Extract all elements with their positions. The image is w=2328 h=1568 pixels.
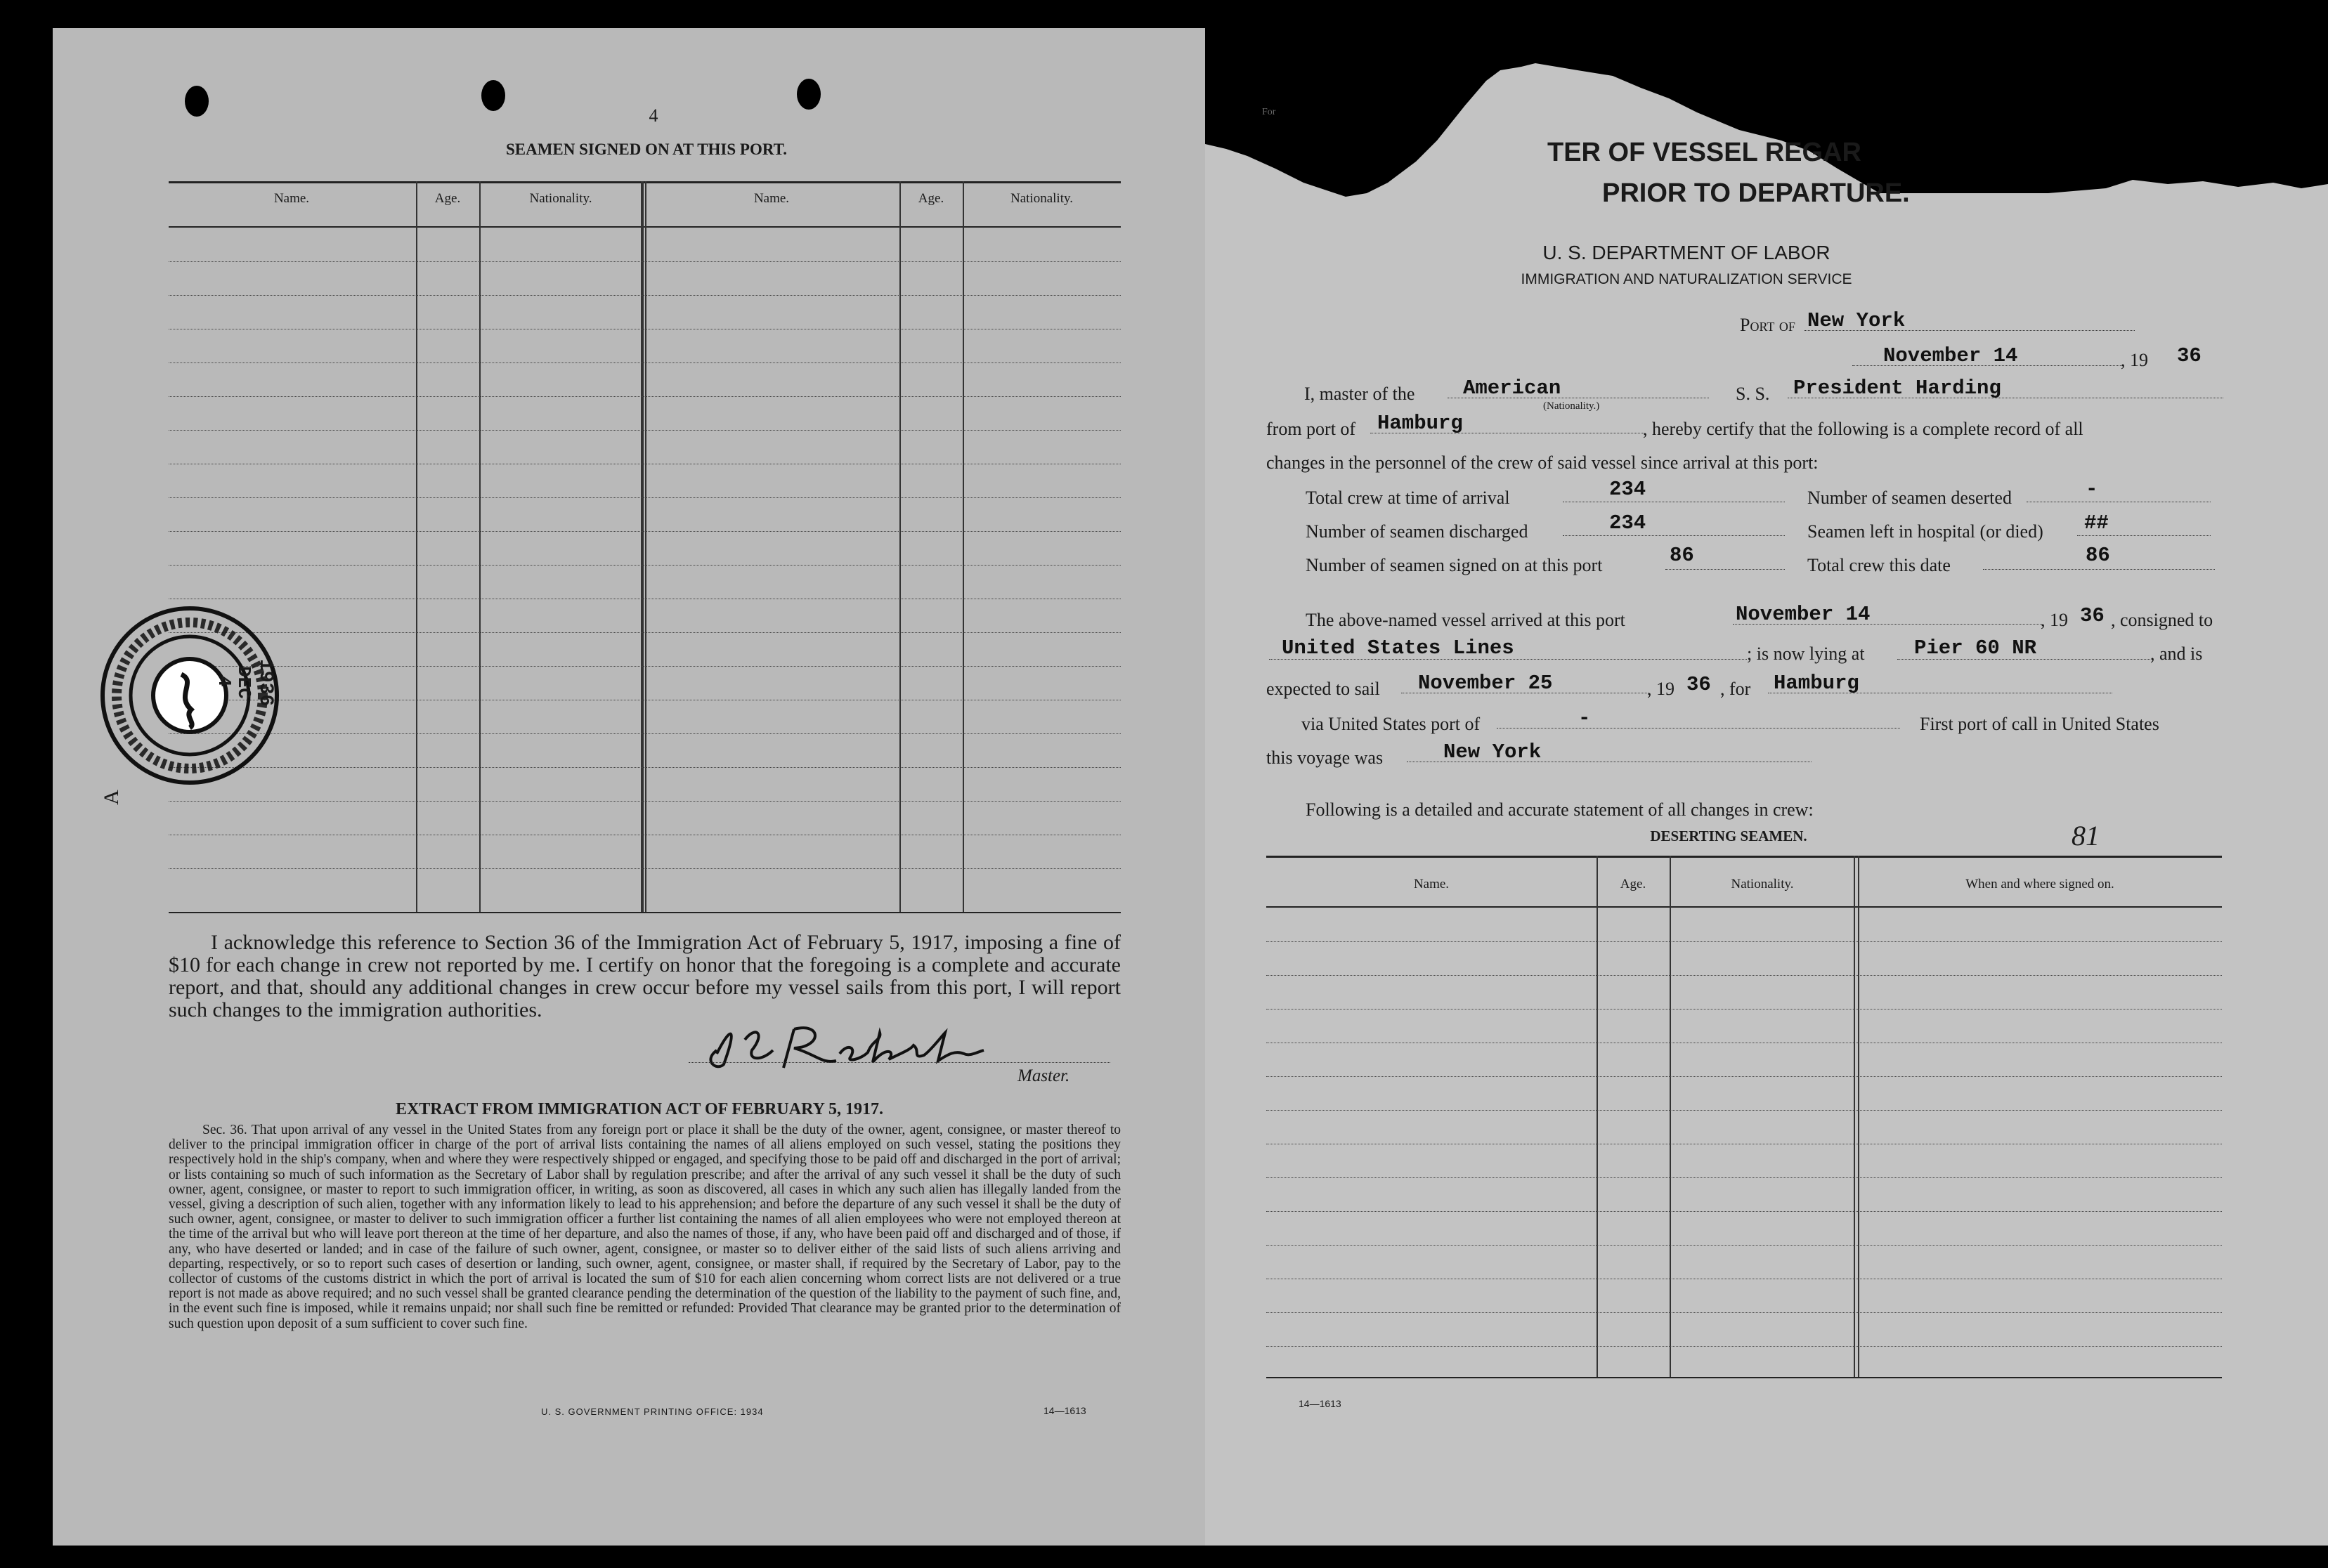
arrived-line (1733, 624, 2042, 625)
port-line (1804, 330, 2135, 331)
table-column-rule (641, 181, 644, 912)
sail-value: November 25 (1418, 672, 1553, 695)
table-row (1266, 1245, 2222, 1246)
via-value: - (1578, 707, 1591, 730)
table-row (1266, 1110, 2222, 1111)
stat-line (1563, 535, 1785, 536)
table-row (169, 396, 1121, 397)
table-row (1266, 1177, 2222, 1178)
table-row (1266, 1009, 2222, 1010)
table-column-rule (416, 181, 417, 912)
form-number-footer: 14—1613 (1043, 1405, 1086, 1416)
total-crew-date-label: Total crew this date (1807, 555, 1951, 575)
total-crew-arrival-value: 234 (1609, 478, 1646, 501)
hospital-label: Seamen left in hospital (or died) (1807, 521, 2043, 542)
punch-hole (481, 80, 505, 111)
arrived-year-value: 36 (2080, 604, 2105, 627)
col-header-name-2: Name. (753, 191, 790, 206)
total-crew-arrival-label: Total crew at time of arrival (1306, 488, 1510, 508)
table-row (169, 666, 1121, 667)
lying-line (1897, 659, 2150, 660)
first-port-label: First port of call in United States (1920, 714, 2159, 734)
table-row (169, 767, 1121, 768)
table-column-rule (1858, 856, 1859, 1377)
port-label: Port of (1740, 315, 1795, 335)
and-is-label: , and is (2150, 643, 2203, 664)
stamp-date-day: 4 (214, 676, 235, 687)
master-signature (689, 1012, 1082, 1075)
table-bottom-rule (169, 912, 1121, 913)
stat-line (1665, 569, 1785, 570)
form-number-footer: 14—1613 (1299, 1398, 1341, 1409)
arrived-value: November 14 (1736, 603, 1871, 626)
col-header-age: Age. (434, 191, 461, 206)
table-row (169, 733, 1121, 734)
table-row (169, 531, 1121, 532)
changes-text: changes in the personnel of the crew of said vessel since arrival at this port: (1266, 452, 1819, 473)
discharged-label: Number of seamen discharged (1306, 521, 1528, 542)
following-text: Following is a detailed and accurate statement of all changes in crew: (1306, 799, 1814, 820)
corner-fragment: For (1262, 107, 1276, 117)
date-line (1852, 365, 2122, 366)
nationality-caption: (Nationality.) (1543, 400, 1600, 412)
destination-value: Hamburg (1774, 672, 1859, 695)
consignee-line (1269, 659, 1747, 660)
table-column-rule (1854, 856, 1855, 1377)
table-top-rule (1266, 856, 2222, 858)
table-row (169, 497, 1121, 498)
table-column-rule (479, 181, 481, 912)
via-label: via United States port of (1301, 714, 1481, 734)
margin-mark: A (99, 790, 123, 805)
service-heading: IMMIGRATION AND NATURALIZATION SERVICE (1521, 271, 1852, 287)
table-row (169, 261, 1121, 262)
signed-on-value: 86 (1670, 544, 1694, 567)
table-column-rule (899, 181, 901, 912)
signed-on-label: Number of seamen signed on at this port (1306, 555, 1603, 575)
master-label: Master. (1017, 1066, 1070, 1085)
stat-line (2077, 535, 2211, 536)
col-header-nationality: Nationality. (1731, 877, 1794, 891)
table-row (169, 801, 1121, 802)
table-row (169, 295, 1121, 296)
table-row (169, 632, 1121, 633)
hospital-value: ## (2084, 511, 2109, 535)
table-row (169, 868, 1121, 869)
nationality-value: American (1463, 377, 1561, 400)
table-row (1266, 975, 2222, 976)
lying-label: ; is now lying at (1747, 643, 1865, 664)
lying-value: Pier 60 NR (1914, 636, 2037, 660)
discharged-value: 234 (1609, 511, 1646, 535)
via-line (1497, 728, 1900, 729)
stat-line (1983, 569, 2215, 570)
col-header-name: Name. (273, 191, 310, 206)
table-column-rule (1670, 856, 1671, 1377)
col-header-name: Name. (1413, 877, 1450, 891)
table-bottom-rule (1266, 1377, 2222, 1378)
date-value: November 14 (1883, 344, 2018, 367)
stamp-date-month: DEC (233, 666, 254, 699)
port-value: New York (1807, 309, 1906, 332)
form-title-line2: PRIOR TO DEPARTURE. (1602, 178, 1910, 208)
table-column-rule (645, 181, 646, 912)
form-title-line1: TER OF VESSEL REGAR (1547, 138, 1861, 167)
table-column-rule (1597, 856, 1598, 1377)
handwritten-number: 81 (2072, 820, 2100, 851)
arrived-year-prefix: , 19 (2041, 610, 2068, 630)
deserted-value: - (2086, 478, 2098, 501)
table-row (169, 362, 1121, 363)
page-number: 4 (649, 105, 658, 126)
year-value: 36 (2177, 344, 2202, 367)
master-of-label: I, master of the (1304, 384, 1415, 404)
table-row (1266, 1346, 2222, 1347)
punch-hole (185, 86, 209, 117)
voyage-value: New York (1443, 740, 1542, 764)
ss-label: S. S. (1736, 384, 1770, 404)
consignee-value: United States Lines (1282, 636, 1514, 660)
arrived-label: The above-named vessel arrived at this port (1306, 610, 1625, 630)
table-row (1266, 941, 2222, 942)
consigned-label: , consigned to (2111, 610, 2213, 630)
signed-on-title: SEAMEN SIGNED ON AT THIS PORT. (505, 141, 788, 158)
for-label: , for (1720, 679, 1751, 699)
col-header-age: Age. (1620, 877, 1646, 891)
printing-office-footer: U. S. GOVERNMENT PRINTING OFFICE: 1934 (541, 1406, 764, 1417)
extract-text: Sec. 36. That upon arrival of any vessel in the United States from any foreign port or place it shall be the duty of the owner, agent, consignee, or master thereof to deliver to the principal immigration officer in charge of the port of arrival lists containing the names of all aliens employed on such vessel, stating the positions they respectively hold in the ship's company, when and where they were respectively shipped or engaged, and specifying those to be paid off and discharged in the port of arrival; or lists containing so much of such information as the Secretary of Labor shall by regulation prescribe; and after the arrival of any such vessel it shall be the duty of such owner, agent, consignee, or master to report to such immigration officer, in writing, as soon as discovered, all cases in which any such alien has illegally landed from the vessel, giving a description of such alien, together with any information likely to lead to his apprehension; and before the departure of any such vessel it shall be the duty of such owner, agent, consignee, or master to deliver to such immigration officer a further list containing the names of all alien employees who were not employed thereon at the time of the arrival but who will leave port thereon at the time of her departure, and also the names of those, if any, who have been paid off and discharged and of those, if any, who have deserted or landed; and in case of the failure of such owner, agent, consignee, or master so to deliver either of the said lists of such aliens arriving and departing, respectively, or so to report such cases of desertion or landing, such owner, agent, consignee, or master shall, if required by the Secretary of Labor, pay to the collector of customs of the customs district in which the port of arrival is located the sum of $10 for each alien concerning whom correct lists are not delivered or a true report is not made as above required; and no such vessel shall be granted clearance pending the determination of the question of the liability to the payment of such fine, and, in the event such fine is imposed, while it remains unpaid; nor shall such fine be remitted or refunded: Provided That clearance may be granted prior to the determination of such question upon deposit of a sum sufficient to cover such fine. (169, 1123, 1121, 1331)
from-port-value: Hamburg (1377, 412, 1463, 435)
signature-line (689, 1062, 1110, 1063)
department-heading: U. S. DEPARTMENT OF LABOR (1542, 242, 1830, 263)
ship-value: President Harding (1793, 377, 2001, 400)
sail-year-prefix: , 19 (1647, 679, 1675, 699)
col-header-age-2: Age. (918, 191, 944, 206)
deserted-label: Number of seamen deserted (1807, 488, 2012, 508)
table-column-rule (963, 181, 964, 912)
year-prefix: , 19 (2121, 350, 2148, 370)
table-row (1266, 1076, 2222, 1077)
table-row (1266, 1312, 2222, 1313)
col-header-nationality-2: Nationality. (1010, 191, 1073, 206)
table-row (1266, 1211, 2222, 1212)
col-header-nationality: Nationality. (529, 191, 592, 206)
from-port-label: from port of (1266, 419, 1356, 439)
sail-year-value: 36 (1686, 673, 1711, 696)
certify-text: , hereby certify that the following is a complete record of all (1643, 419, 2083, 439)
expected-label: expected to sail (1266, 679, 1380, 699)
table-header-rule (1266, 906, 2222, 908)
col-header-when-where: When and where signed on. (1965, 877, 2114, 891)
extract-title: EXTRACT FROM IMMIGRATION ACT OF FEBRUARY 5, 1917. (395, 1100, 884, 1118)
voyage-label: this voyage was (1266, 747, 1384, 768)
total-crew-date-value: 86 (2086, 544, 2110, 567)
punch-hole (797, 79, 821, 110)
stamp-date-year: 1936 (254, 659, 276, 707)
deserting-title: DESERTING SEAMEN. (1650, 828, 1807, 844)
table-row (169, 430, 1121, 431)
acknowledgment-text: I acknowledge this reference to Section 36 of the Immigration Act of February 5, 1917, imposing a fine of $10 for each change in crew not reported by me. I certify on honor that the foregoing is a complete and accurate report, and that, should any additional changes in crew occur before my vessel sails from this port, I will report such changes to the immigration authorities. (169, 931, 1121, 1021)
table-row (169, 565, 1121, 566)
